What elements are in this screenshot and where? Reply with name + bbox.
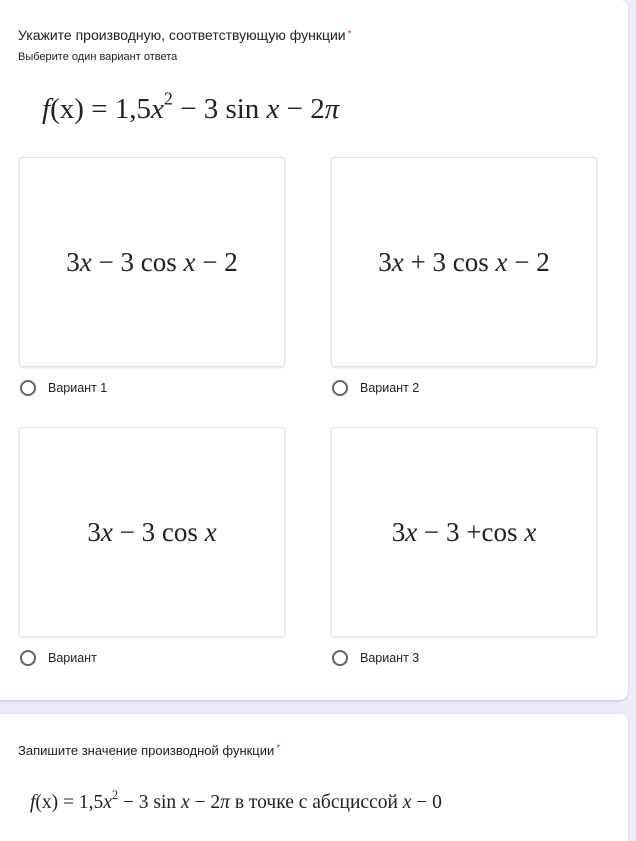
- required-mark: *: [347, 29, 352, 40]
- option-formula-part: − 2: [195, 247, 238, 277]
- question-title: [18, 26, 352, 44]
- option-formula-var: x: [495, 247, 508, 277]
- question-2-formula: [30, 787, 442, 816]
- option-formula-var: x: [204, 517, 217, 547]
- option-tile-2[interactable]: [331, 157, 597, 367]
- option-label-1: Вариант 1: [48, 381, 108, 395]
- question-formula: [42, 88, 340, 127]
- option-radio-2[interactable]: [332, 380, 419, 396]
- formula-x2: x: [181, 792, 190, 813]
- option-formula-part: − 2: [507, 247, 550, 277]
- option-tile-1[interactable]: [19, 157, 285, 367]
- option-radio-4[interactable]: [332, 650, 419, 666]
- formula-x2: x: [266, 93, 280, 125]
- question-title-text: Укажите производную, соответствующую функции: [18, 27, 346, 43]
- formula-rest: − 3 sin: [118, 792, 182, 813]
- option-label-3: Вариант: [48, 651, 97, 665]
- required-mark: *: [276, 743, 281, 754]
- radio-button-icon[interactable]: [332, 650, 348, 666]
- radio-button-icon[interactable]: [20, 380, 36, 396]
- formula-suffix: в точке с абсциссой: [229, 792, 403, 813]
- option-formula-3: [87, 515, 216, 549]
- formula-exponent: 2: [163, 88, 173, 109]
- option-formula-var: x: [391, 247, 404, 277]
- formula-rest: − 3 sin: [172, 93, 267, 125]
- formula-pi: π: [220, 792, 230, 813]
- option-formula-part: − 3 +cos: [417, 517, 525, 547]
- formula-exponent: 2: [111, 787, 118, 802]
- option-formula-2: [378, 245, 549, 279]
- formula-lhs: (x) = 1,5: [35, 792, 104, 813]
- option-formula-var: x: [405, 517, 418, 547]
- formula-pi: π: [324, 93, 340, 125]
- formula-end: − 0: [411, 792, 442, 813]
- option-label-2: Вариант 2: [360, 381, 420, 395]
- radio-button-icon[interactable]: [20, 650, 36, 666]
- option-formula-part: 3: [378, 247, 392, 277]
- option-formula-4: [392, 515, 536, 549]
- option-formula-part: 3: [87, 517, 101, 547]
- option-formula-part: + 3 cos: [403, 247, 496, 277]
- question-2-title-text: Запишите значение производной функции: [18, 743, 275, 758]
- option-label-4: Вариант 3: [360, 651, 420, 665]
- formula-x3: x: [402, 792, 412, 813]
- radio-button-icon[interactable]: [332, 380, 348, 396]
- option-formula-var: x: [524, 517, 537, 547]
- option-formula-part: 3: [66, 247, 80, 277]
- option-formula-var: x: [183, 247, 196, 277]
- formula-x: x: [150, 93, 164, 125]
- option-formula-1: [66, 245, 237, 279]
- option-formula-part: − 3 cos: [91, 247, 184, 277]
- option-formula-var: x: [79, 247, 92, 277]
- formula-f: f: [30, 792, 36, 813]
- formula-x: x: [103, 792, 112, 813]
- option-radio-1[interactable]: [20, 380, 107, 396]
- question-card-2: [0, 714, 628, 841]
- option-radio-3[interactable]: [20, 650, 97, 666]
- option-tile-3[interactable]: [19, 427, 285, 637]
- option-formula-part: − 3 cos: [112, 517, 205, 547]
- option-formula-var: x: [100, 517, 113, 547]
- option-formula-part: 3: [391, 517, 406, 547]
- question-subtitle: Выберите один вариант ответа: [18, 51, 178, 63]
- formula-tail: − 2: [189, 792, 221, 813]
- formula-lhs: (x) = 1,5: [50, 93, 151, 125]
- option-tile-4[interactable]: [331, 427, 597, 637]
- formula-f: f: [42, 93, 51, 125]
- question-2-title: [18, 743, 280, 758]
- formula-tail: − 2: [279, 93, 325, 125]
